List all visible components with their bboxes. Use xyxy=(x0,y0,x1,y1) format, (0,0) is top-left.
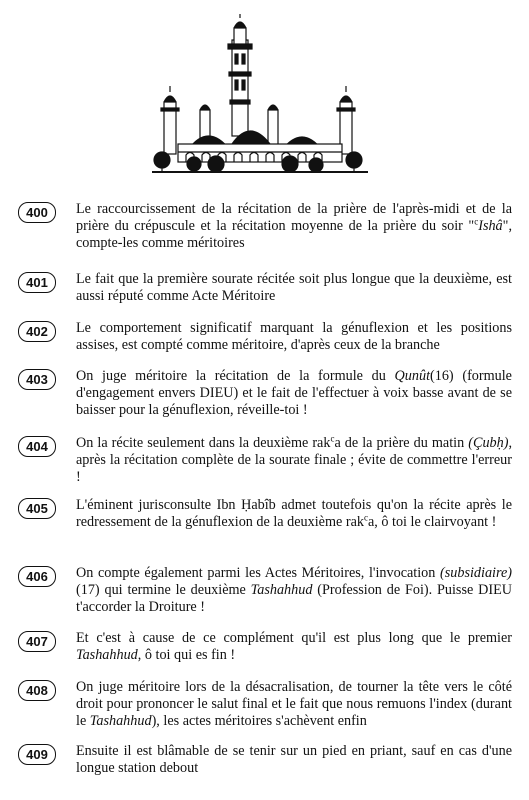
text-run: Qunût xyxy=(394,368,431,384)
text-run: ), les actes méritoires s'achèvent enfin xyxy=(151,713,367,729)
mosque-illustration xyxy=(150,14,370,184)
verse-number-badge: 408 xyxy=(18,680,56,701)
text-run: Ensuite il est blâmable de se tenir sur un pied en priant, sauf en cas d'une longue station debout xyxy=(76,743,512,776)
verse-text xyxy=(76,630,512,664)
text-run: (subsidiaire) xyxy=(440,565,512,581)
text-run: Tashahhud xyxy=(89,713,152,729)
text-run: Ishâ xyxy=(478,218,503,234)
text-run: a de la prière du matin xyxy=(334,435,469,451)
verse-number-badge: 401 xyxy=(18,272,56,293)
text-run: (17) qui termine le deuxième xyxy=(76,582,251,598)
text-run: L'éminent jurisconsulte Ibn Ḥabîb admet toutefois qu'on la récite après le redressement de la génuflexion de la deuxième rak xyxy=(76,497,512,530)
verse-text xyxy=(76,743,512,777)
text-run: On juge méritoire la récitation de la formule du xyxy=(76,368,395,384)
verse-number-badge: 406 xyxy=(18,566,56,587)
verse-text xyxy=(76,679,512,730)
text-run: Le fait que la première sourate récitée soit plus longue que la deuxième, est aussi réputé comme Acte Méritoire xyxy=(76,271,512,304)
text-run: On compte également parmi les Actes Méritoires, l'invocation xyxy=(76,565,441,581)
verse-number-badge: 403 xyxy=(18,369,56,390)
verse-text xyxy=(76,320,512,354)
text-run: , après la récitation complète de la sourate finale ; évite de commettre l'erreur ! xyxy=(76,435,512,485)
text-run: c xyxy=(474,216,479,227)
text-run: Tashahhud xyxy=(250,582,313,598)
text-run: ", compte-les comme méritoires xyxy=(76,218,512,251)
text-run: c xyxy=(330,433,335,444)
text-run: On juge méritoire lors de la désacralisation, de tourner la tête vers le côté droit pour prononcer le salut final et le fait que nous remuons l'index (durant le xyxy=(76,679,512,729)
verse-text xyxy=(76,201,512,252)
text-run: (16) (formule d'engagement envers DIEU) et le fait de l'effectuer à voix basse avant de se baisser pour la génuflexion, réveille-toi ! xyxy=(76,368,512,418)
verse-text xyxy=(76,271,512,305)
text-run: (Profession de Foi). Puisse DIEU t'accorder la Droiture ! xyxy=(76,582,512,615)
verse-text xyxy=(76,497,512,531)
text-run: , ô toi qui es fin ! xyxy=(137,647,236,663)
verse-number-badge: 402 xyxy=(18,321,56,342)
text-run: Le comportement significatif marquant la génuflexion et les positions assises, est compté comme méritoire, d'après ceux de la branche xyxy=(76,320,512,353)
text-run: c xyxy=(363,512,368,523)
text-run: Tashahhud xyxy=(76,647,138,663)
verse-number-badge: 404 xyxy=(18,436,56,457)
verse-number-badge: 409 xyxy=(18,744,56,765)
verse-text xyxy=(76,435,512,486)
text-run: Et c'est à cause de ce complément qu'il est plus long que le premier xyxy=(76,630,512,646)
verse-number-badge: 405 xyxy=(18,498,56,519)
verse-number-badge: 400 xyxy=(18,202,56,223)
verse-text xyxy=(76,565,512,616)
verse-number-badge: 407 xyxy=(18,631,56,652)
text-run: a, ô toi le clairvoyant ! xyxy=(367,514,497,530)
verse-text xyxy=(76,368,512,419)
text-run: On la récite seulement dans la deuxième rak xyxy=(76,435,331,451)
text-run: (Çubḥ) xyxy=(468,435,509,451)
text-run: Le raccourcissement de la récitation de la prière de l'après-midi et de la prière du crépuscule et la récitation moyenne de la prière du soir " xyxy=(76,201,512,234)
